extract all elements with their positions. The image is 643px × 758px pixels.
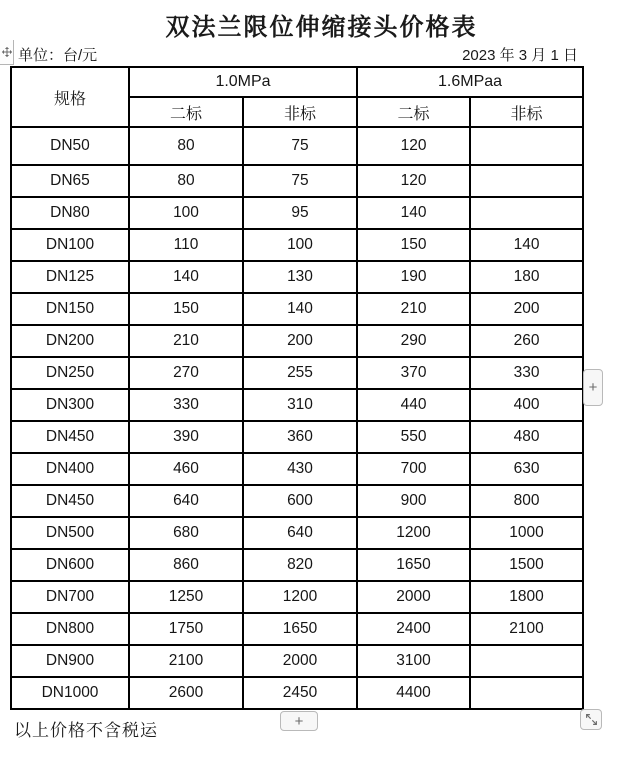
table-row [11, 293, 583, 325]
sub-header-cell: 非标 [470, 97, 583, 127]
price-cell: 1500 [470, 549, 583, 581]
price-cell: 820 [243, 549, 357, 581]
price-cell: 100 [129, 197, 243, 229]
price-cell: 480 [470, 421, 583, 453]
price-cell: 180 [470, 261, 583, 293]
price-cell: 550 [357, 421, 470, 453]
price-cell: 130 [243, 261, 357, 293]
price-cell: 75 [243, 127, 357, 165]
price-cell: 140 [243, 293, 357, 325]
price-cell: 2100 [129, 645, 243, 677]
date-label: 2023 年 3 月 1 日 [462, 47, 578, 64]
table-row [11, 325, 583, 357]
price-cell: 700 [357, 453, 470, 485]
table-row [11, 613, 583, 645]
price-cell: 330 [129, 389, 243, 421]
price-cell: 2000 [243, 645, 357, 677]
spec-cell: DN100 [11, 229, 129, 261]
price-cell: 140 [470, 229, 583, 261]
spec-cell: DN700 [11, 581, 129, 613]
price-cell: 2600 [129, 677, 243, 709]
price-cell: 800 [470, 485, 583, 517]
table-row [11, 421, 583, 453]
price-cell: 430 [243, 453, 357, 485]
table-row [11, 229, 583, 261]
price-table [10, 66, 584, 710]
price-cell: 260 [470, 325, 583, 357]
plus-button-right[interactable]: + [583, 369, 603, 406]
footer-note: 以上价格不含税运 [14, 721, 158, 740]
price-cell: 95 [243, 197, 357, 229]
price-cell: 150 [357, 229, 470, 261]
spec-cell: DN50 [11, 127, 129, 165]
sub-header-cell: 二标 [357, 97, 470, 127]
spec-cell: DN900 [11, 645, 129, 677]
spec-cell: DN500 [11, 517, 129, 549]
header-row-groups [11, 67, 583, 97]
price-cell: 190 [357, 261, 470, 293]
table-row [11, 389, 583, 421]
table-row [11, 261, 583, 293]
spec-cell: DN450 [11, 485, 129, 517]
price-cell: 2000 [357, 581, 470, 613]
spec-cell: DN250 [11, 357, 129, 389]
price-cell: 255 [243, 357, 357, 389]
price-cell: 120 [357, 165, 470, 197]
spec-cell: DN125 [11, 261, 129, 293]
price-cell: 460 [129, 453, 243, 485]
price-cell: 640 [243, 517, 357, 549]
price-cell: 440 [357, 389, 470, 421]
price-cell: 80 [129, 127, 243, 165]
spec-cell: DN400 [11, 453, 129, 485]
plus-button-bottom[interactable]: + [280, 711, 318, 731]
table-body [11, 127, 583, 709]
price-cell [470, 645, 583, 677]
price-cell: 200 [243, 325, 357, 357]
spec-cell: DN80 [11, 197, 129, 229]
price-cell: 270 [129, 357, 243, 389]
price-cell: 2100 [470, 613, 583, 645]
table-row [11, 549, 583, 581]
price-cell: 900 [357, 485, 470, 517]
table-row [11, 357, 583, 389]
price-cell: 390 [129, 421, 243, 453]
price-cell: 120 [357, 127, 470, 165]
price-cell: 2450 [243, 677, 357, 709]
spec-cell: DN150 [11, 293, 129, 325]
price-cell: 400 [470, 389, 583, 421]
price-cell [470, 127, 583, 165]
price-cell: 860 [129, 549, 243, 581]
meta-row [10, 44, 582, 65]
price-cell: 1750 [129, 613, 243, 645]
price-cell: 210 [357, 293, 470, 325]
group-header-1.0MPa: 1.0MPa [129, 67, 357, 97]
price-cell: 1800 [470, 581, 583, 613]
spec-header-cell: 规格 [11, 67, 129, 127]
table-row [11, 453, 583, 485]
group-header-1.6MPa: 1.6MPaa [357, 67, 583, 97]
spec-cell: DN450 [11, 421, 129, 453]
table-row [11, 197, 583, 229]
price-cell: 140 [129, 261, 243, 293]
price-cell: 630 [470, 453, 583, 485]
price-cell: 100 [243, 229, 357, 261]
price-cell: 200 [470, 293, 583, 325]
price-cell: 1000 [470, 517, 583, 549]
table-row [11, 165, 583, 197]
spec-cell: DN800 [11, 613, 129, 645]
price-cell: 330 [470, 357, 583, 389]
expand-icon [585, 713, 598, 726]
price-cell: 80 [129, 165, 243, 197]
spec-cell: DN300 [11, 389, 129, 421]
price-cell: 1250 [129, 581, 243, 613]
price-cell: 600 [243, 485, 357, 517]
price-cell: 360 [243, 421, 357, 453]
page-title: 双法兰限位伸缩接头价格表 [165, 14, 478, 41]
price-cell: 4400 [357, 677, 470, 709]
expand-button[interactable] [580, 709, 602, 730]
price-cell: 110 [129, 229, 243, 261]
price-cell: 210 [129, 325, 243, 357]
spec-cell: DN1000 [11, 677, 129, 709]
sub-header-cell: 二标 [129, 97, 243, 127]
table-row [11, 127, 583, 165]
spec-cell: DN65 [11, 165, 129, 197]
price-cell: 75 [243, 165, 357, 197]
price-cell: 140 [357, 197, 470, 229]
price-cell: 310 [243, 389, 357, 421]
price-cell: 640 [129, 485, 243, 517]
spec-cell: DN200 [11, 325, 129, 357]
price-cell [470, 165, 583, 197]
unit-label: 单位：台/元 [18, 47, 98, 64]
table-row [11, 581, 583, 613]
price-cell: 680 [129, 517, 243, 549]
price-cell: 3100 [357, 645, 470, 677]
price-cell: 1200 [243, 581, 357, 613]
table-row [11, 485, 583, 517]
table-row [11, 645, 583, 677]
sub-header-cell: 非标 [243, 97, 357, 127]
price-cell: 1200 [357, 517, 470, 549]
price-cell: 290 [357, 325, 470, 357]
table-row [11, 517, 583, 549]
spec-cell: DN600 [11, 549, 129, 581]
price-cell [470, 197, 583, 229]
price-cell: 2400 [357, 613, 470, 645]
price-cell [470, 677, 583, 709]
price-cell: 150 [129, 293, 243, 325]
price-cell: 1650 [357, 549, 470, 581]
price-cell: 370 [357, 357, 470, 389]
price-cell: 1650 [243, 613, 357, 645]
table-row [11, 677, 583, 709]
